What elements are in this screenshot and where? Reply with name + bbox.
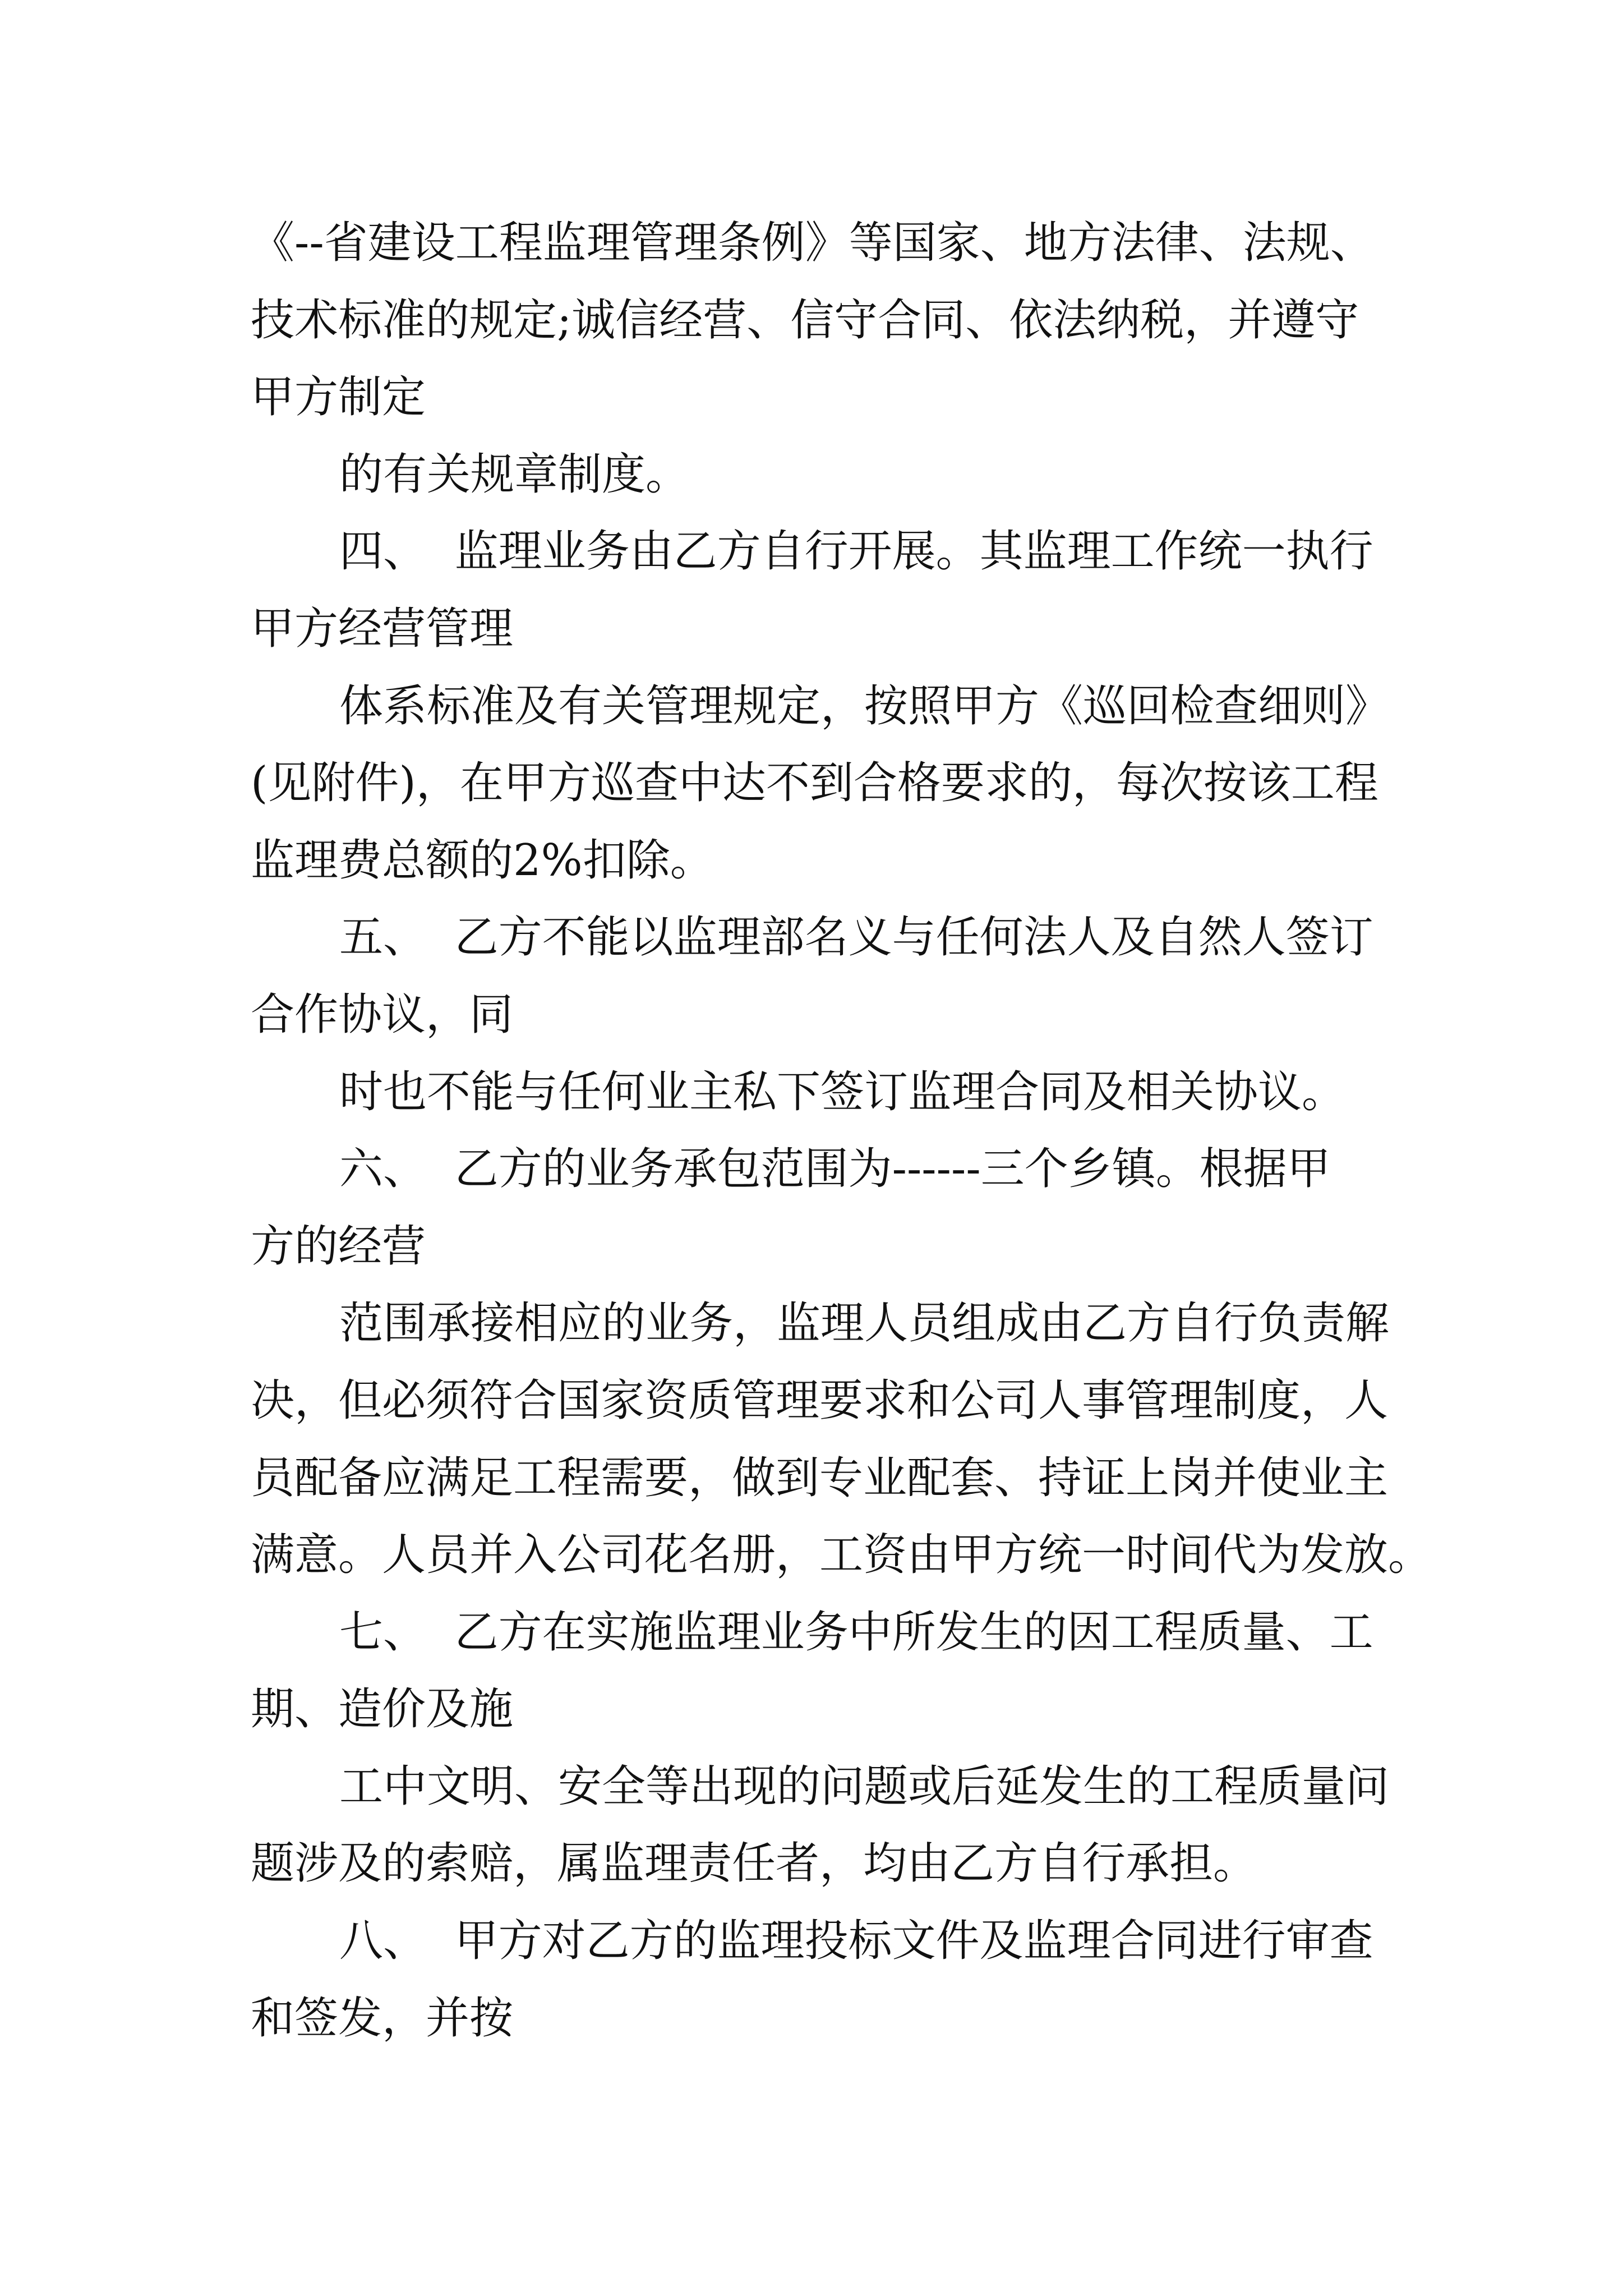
text-line: 甲方经营管理 <box>251 603 514 654</box>
text-line: 甲方制定 <box>251 372 426 423</box>
clause-four-heading-line: 四、 监理业务由乙方自行开展。其监理工作统一执行 <box>339 526 1373 577</box>
text-line: 和签发，并按 <box>251 1993 514 2044</box>
clause-six-heading-line: 六、 乙方的业务承包范围为------三个乡镇。根据甲 <box>339 1144 1331 1195</box>
text-line: 范围承接相应的业务，监理人员组成由乙方自行负责解 <box>339 1298 1390 1349</box>
text-line: 期、造价及施 <box>251 1684 514 1735</box>
document-body <box>251 205 1484 2057</box>
text-line: 方的经营 <box>251 1221 426 1272</box>
text-line: 的有关规章制度。 <box>339 449 690 500</box>
text-line: 《--省建设工程监理管理条例》等国家、地方法律、法规、 <box>251 218 1374 268</box>
text-line: (见附件)，在甲方巡查中达不到合格要求的，每次按该工程 <box>251 758 1378 809</box>
text-line: 体系标准及有关管理规定，按照甲方《巡回检查细则》 <box>339 680 1390 731</box>
clause-five-heading-line: 五、 乙方不能以监理部名义与任何法人及自然人签订 <box>339 912 1373 963</box>
text-line: 时也不能与任何业主私下签订监理合同及相关协议。 <box>339 1066 1346 1117</box>
clause-seven-heading-line: 七、 乙方在实施监理业务中所发生的因工程质量、工 <box>339 1607 1373 1658</box>
text-line: 满意。人员并入公司花名册，工资由甲方统一时间代为发放。 <box>251 1530 1432 1581</box>
text-line: 题涉及的索赔，属监理责任者，均由乙方自行承担。 <box>251 1838 1257 1889</box>
text-line: 技术标准的规定;诚信经营、信守合同、依法纳税，并遵守 <box>251 295 1359 346</box>
text-line: 决，但必须符合国家资质管理要求和公司人事管理制度，人 <box>251 1375 1389 1426</box>
text-line: 工中文明、安全等出现的问题或后延发生的工程质量问 <box>339 1761 1390 1812</box>
text-line: 合作协议，同 <box>251 989 514 1040</box>
text-line: 员配备应满足工程需要，做到专业配套、持证上岗并使业主 <box>251 1452 1389 1503</box>
clause-eight-heading-line: 八、 甲方对乙方的监理投标文件及监理合同进行审查 <box>339 1916 1373 1967</box>
text-line: 监理费总额的2%扣除。 <box>251 835 714 886</box>
